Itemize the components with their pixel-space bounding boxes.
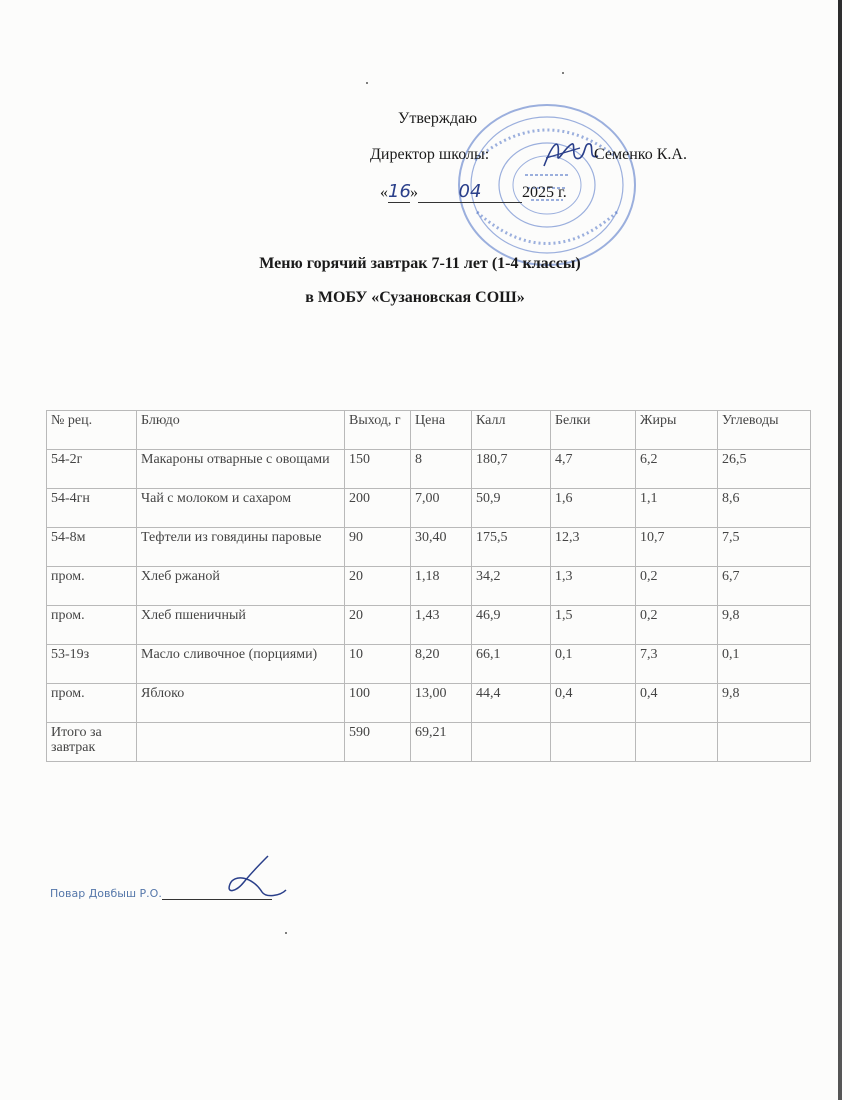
table-cell — [636, 723, 718, 762]
director-line — [370, 146, 687, 164]
table-row — [47, 645, 811, 684]
date-month: 04 — [458, 181, 482, 202]
table-cell: 10 — [345, 645, 411, 684]
table-row — [47, 606, 811, 645]
table-cell: 1,1 — [636, 489, 718, 528]
table-cell: Тефтели из говядины паровые — [137, 528, 345, 567]
cook-signature — [222, 852, 288, 900]
table-cell: Калл — [472, 411, 551, 450]
table-cell: 8,20 — [411, 645, 472, 684]
table-cell: пром. — [47, 567, 137, 606]
table-total-row — [47, 723, 811, 762]
table-header-row — [47, 411, 811, 450]
table-cell: 69,21 — [411, 723, 472, 762]
table-cell: Чай с молоком и сахаром — [137, 489, 345, 528]
approve-word: Утверждаю — [398, 110, 478, 127]
table-cell: 6,7 — [718, 567, 811, 606]
scan-edge — [838, 0, 842, 1100]
table-cell: 7,00 — [411, 489, 472, 528]
table-cell: 150 — [345, 450, 411, 489]
scan-speck — [366, 82, 368, 84]
table-cell: Яблоко — [137, 684, 345, 723]
table-cell: Масло сливочное (порциями) — [137, 645, 345, 684]
approval-date — [380, 181, 567, 203]
table-row — [47, 528, 811, 567]
table-cell: 1,3 — [551, 567, 636, 606]
date-close-quote: » — [410, 184, 418, 201]
table-cell: 175,5 — [472, 528, 551, 567]
table-cell: Углеводы — [718, 411, 811, 450]
table-cell: 1,6 — [551, 489, 636, 528]
table-cell: 6,2 — [636, 450, 718, 489]
table-cell: Выход, г — [345, 411, 411, 450]
director-signature — [540, 136, 600, 170]
table-cell: Хлеб ржаной — [137, 567, 345, 606]
table-cell: 8 — [411, 450, 472, 489]
table-cell: 50,9 — [472, 489, 551, 528]
table-cell: 26,5 — [718, 450, 811, 489]
director-name: Семенко К.А. — [594, 146, 687, 163]
table-cell: 4,7 — [551, 450, 636, 489]
table-cell: 53-19з — [47, 645, 137, 684]
table-cell: 30,40 — [411, 528, 472, 567]
table-cell: 0,4 — [636, 684, 718, 723]
table-cell: 90 — [345, 528, 411, 567]
table-cell: 1,5 — [551, 606, 636, 645]
table-cell: 66,1 — [472, 645, 551, 684]
date-day: 16 — [388, 181, 411, 202]
table-cell: 100 — [345, 684, 411, 723]
table-cell — [137, 723, 345, 762]
table-cell: пром. — [47, 606, 137, 645]
table-cell: 20 — [345, 567, 411, 606]
table-cell: 9,8 — [718, 684, 811, 723]
table-cell: 12,3 — [551, 528, 636, 567]
table-cell: 590 — [345, 723, 411, 762]
table-cell: 8,6 — [718, 489, 811, 528]
table-cell: 20 — [345, 606, 411, 645]
table-cell: 54-4гн — [47, 489, 137, 528]
table-cell: 1,18 — [411, 567, 472, 606]
table-cell: 0,2 — [636, 606, 718, 645]
table-row — [47, 489, 811, 528]
table-cell: Белки — [551, 411, 636, 450]
table-cell: 200 — [345, 489, 411, 528]
table-cell: Итого за завтрак — [47, 723, 137, 762]
table-cell: 180,7 — [472, 450, 551, 489]
table-cell: 0,1 — [718, 645, 811, 684]
table-cell: № рец. — [47, 411, 137, 450]
table-cell — [718, 723, 811, 762]
menu-title: Меню горячий завтрак 7-11 лет (1-4 классы) — [259, 255, 581, 272]
table-row — [47, 684, 811, 723]
scan-speck — [285, 932, 287, 934]
cook-label: Повар Довбыш Р.О. — [50, 887, 162, 900]
table-cell: 9,8 — [718, 606, 811, 645]
table-cell — [551, 723, 636, 762]
table-cell: пром. — [47, 684, 137, 723]
table-cell: 54-2г — [47, 450, 137, 489]
table-cell: 1,43 — [411, 606, 472, 645]
date-year: 2025 г. — [522, 184, 567, 201]
table-cell: Цена — [411, 411, 472, 450]
table-cell: 44,4 — [472, 684, 551, 723]
date-open-quote: « — [380, 184, 388, 201]
table-row — [47, 450, 811, 489]
table-cell: Хлеб пшеничный — [137, 606, 345, 645]
table-cell: 46,9 — [472, 606, 551, 645]
table-cell: 0,1 — [551, 645, 636, 684]
table-cell — [472, 723, 551, 762]
table-cell: Блюдо — [137, 411, 345, 450]
director-label: Директор школы: — [370, 146, 490, 163]
table-cell: 7,3 — [636, 645, 718, 684]
school-name: в МОБУ «Сузановская СОШ» — [305, 289, 525, 306]
table-cell: 13,00 — [411, 684, 472, 723]
table-cell: 10,7 — [636, 528, 718, 567]
table-cell: 0,4 — [551, 684, 636, 723]
table-cell: 34,2 — [472, 567, 551, 606]
table-cell: 0,2 — [636, 567, 718, 606]
scan-speck — [562, 72, 564, 74]
table-cell: Жиры — [636, 411, 718, 450]
menu-table — [46, 410, 811, 762]
table-row — [47, 567, 811, 606]
table-cell: 7,5 — [718, 528, 811, 567]
table-cell: 54-8м — [47, 528, 137, 567]
table-cell: Макароны отварные с овощами — [137, 450, 345, 489]
